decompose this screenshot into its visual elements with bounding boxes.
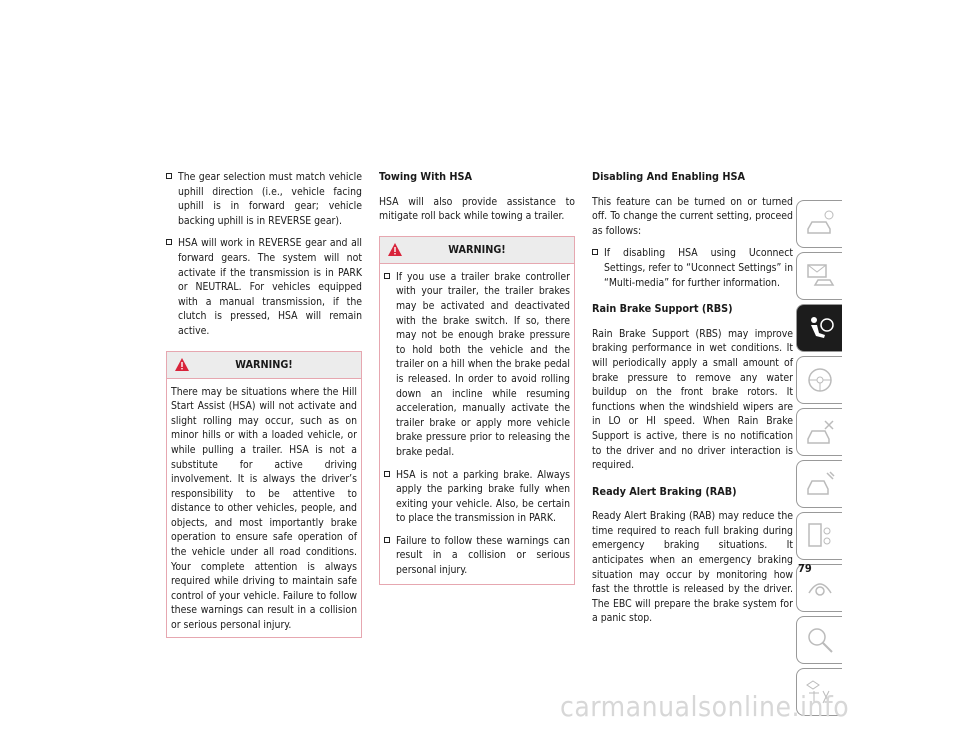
section-heading: Towing With HSA <box>379 170 473 183</box>
tab-safety[interactable] <box>796 304 842 352</box>
warning-title: WARNING! <box>235 357 293 371</box>
watermark: carmanualsonline.info <box>560 690 850 723</box>
warning-triangle-icon <box>388 243 402 256</box>
list-item: If disabling HSA using Uconnect Settings, refer to “Uconnect Settings” in “Multi-media” for further information. <box>592 246 793 290</box>
chapter-tabs <box>796 200 842 720</box>
column-2 <box>379 170 575 585</box>
paragraph: This feature can be turned on or turned off. To change the current setting, proceed as follows: <box>592 195 793 237</box>
tab-starting-operating[interactable] <box>796 356 842 404</box>
column-3 <box>592 170 793 634</box>
list-item: HSA will work in REVERSE gear and all forward gears. The system will not activate if the transmission is in PARK or NEUTRAL. For vehicles equipped with a manual transmission, if the clutch is pressed, HSA will remain active. <box>166 236 362 338</box>
column-1 <box>166 170 362 638</box>
warning-box <box>379 236 575 585</box>
warning-header <box>167 352 361 379</box>
car-service-icon <box>805 469 835 499</box>
paragraph: Ready Alert Braking (RAB) may reduce the time required to reach full braking during emergency braking situations. It anticipates when an emergency braking situation may occur by monitoring how fast the throttle is released by the driver. The EBC will prepare the brake system for a panic stop. <box>592 510 793 625</box>
tab-index-search[interactable] <box>796 616 842 664</box>
list-item: If you use a trailer brake controller with your trailer, the trailer brakes may be activated and deactivated with the brake switch. If so, there may not be enough brake pressure to hold both the vehicle and the trailer on a hill when the brake pedal is released. In order to avoid rolling down an incline while resuming acceleration, manually activate the trailer brake or apply more vehicle brake pressure prior to releasing the brake pedal. <box>384 270 570 460</box>
tab-in-case-of-emergency[interactable] <box>796 408 842 456</box>
airbag-safety-icon <box>805 313 835 343</box>
warning-text: There may be situations where the Hill Start Assist (HSA) will not activate and slight rolling may occur, such as on minor hills or with a loaded vehicle, or while pulling a trailer. HSA is not a substitute for active driving involvement. It is always the driver’s responsibility to be attentive to distance to other vehicles, people, and objects, and most importantly brake operation to ensure safe operation of the vehicle under all road conditions. Your complete attention is always required while driving to maintain safe control of your vehicle. Failure to follow these warnings can result in a collision or serious personal injury. <box>171 385 357 632</box>
list-item: Failure to follow these warnings can result in a collision or serious personal injury. <box>384 534 570 578</box>
tab-technical-specs[interactable] <box>796 512 842 560</box>
page-number: 79 <box>798 562 812 575</box>
warning-body <box>380 264 574 584</box>
warning-title: WARNING! <box>448 242 506 256</box>
search-index-icon <box>805 625 835 655</box>
warning-header <box>380 237 574 264</box>
tab-servicing[interactable] <box>796 460 842 508</box>
car-info-icon <box>805 209 835 239</box>
warning-triangle-icon <box>175 358 189 371</box>
tab-getting-to-know[interactable] <box>796 252 842 300</box>
section-heading: Disabling And Enabling HSA <box>592 170 745 183</box>
section-heading: Ready Alert Braking (RAB) <box>592 484 737 498</box>
paragraph: HSA will also provide assistance to mitigate roll back while towing a trailer. <box>379 195 575 223</box>
paragraph: Rain Brake Support (RBS) may improve braking performance in wet conditions. It will periodically apply a small amount of brake pressure to remove any water buildup on the front brake rotors. It functions when the windshield wipers are in LO or HI speed. When Rain Brake Support is active, there is no notification to the driver and no driver interaction is required. <box>592 327 793 472</box>
section-heading: Rain Brake Support (RBS) <box>592 302 733 316</box>
envelope-car-icon <box>805 261 835 291</box>
warning-box <box>166 351 362 638</box>
tab-car-info[interactable] <box>796 200 842 248</box>
steering-wheel-icon <box>805 365 835 395</box>
maintenance-list-icon <box>805 521 835 551</box>
car-crash-icon <box>805 417 835 447</box>
multimedia-icon <box>805 573 835 603</box>
list-item: HSA is not a parking brake. Always apply the parking brake fully when exiting your vehicle. Also, be certain to place the transmission in PARK. <box>384 468 570 526</box>
list-item: The gear selection must match vehicle uphill direction (i.e., vehicle facing uphill is in forward gear; vehicle backing uphill is in REVERSE gear). <box>166 170 362 228</box>
